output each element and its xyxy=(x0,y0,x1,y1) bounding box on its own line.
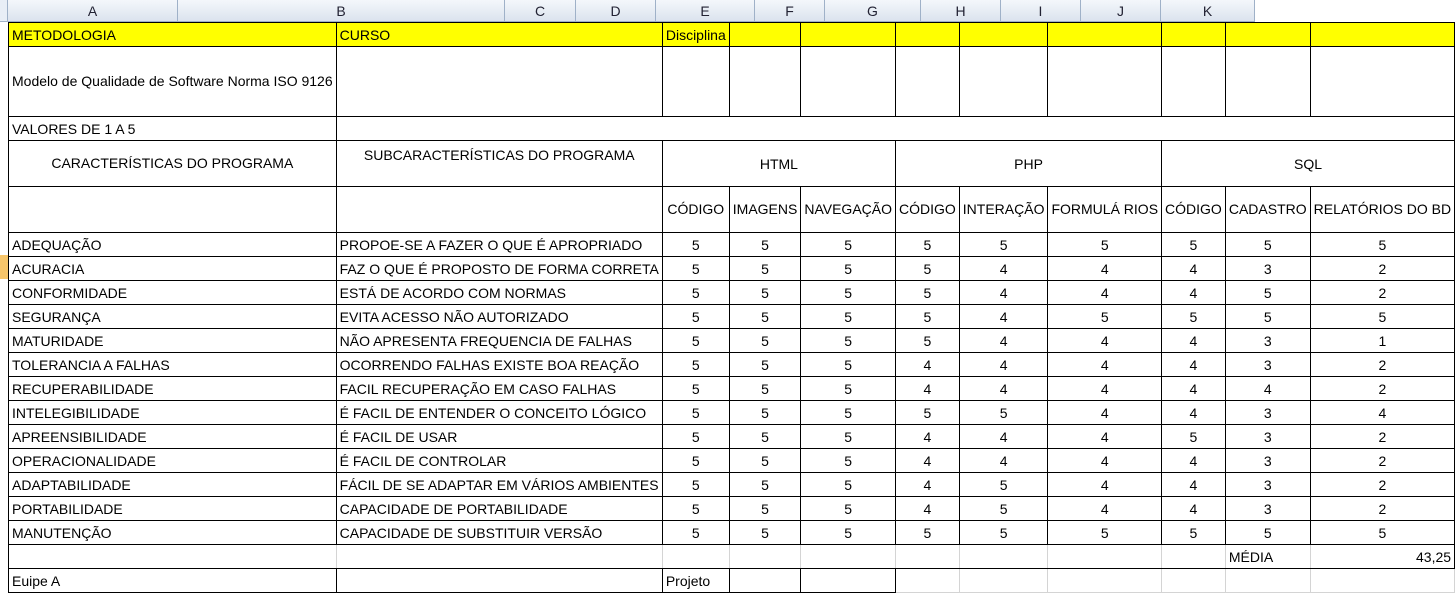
column-header-g[interactable]: G xyxy=(825,0,921,22)
score-cell[interactable]: 4 xyxy=(959,305,1048,329)
score-cell[interactable]: 5 xyxy=(1048,521,1162,545)
cell[interactable] xyxy=(1225,23,1310,47)
score-cell[interactable]: 4 xyxy=(1162,353,1226,377)
score-cell[interactable]: 3 xyxy=(1225,449,1310,473)
score-cell[interactable]: 4 xyxy=(1048,449,1162,473)
cell[interactable] xyxy=(662,47,729,117)
score-cell[interactable]: 5 xyxy=(1048,305,1162,329)
table-row xyxy=(9,473,1455,497)
cell[interactable] xyxy=(662,545,729,569)
score-cell[interactable]: 5 xyxy=(1048,233,1162,257)
score-cell[interactable]: 5 xyxy=(801,281,896,305)
characteristic-cell[interactable]: PORTABILIDADE xyxy=(9,497,337,521)
characteristic-cell[interactable]: INTELEGIBILIDADE xyxy=(9,401,337,425)
table-row xyxy=(9,521,1455,545)
score-cell[interactable]: 3 xyxy=(1225,473,1310,497)
cell[interactable] xyxy=(896,47,960,117)
cell[interactable] xyxy=(896,545,960,569)
score-cell[interactable]: 5 xyxy=(896,329,960,353)
score-cell[interactable]: 5 xyxy=(1225,233,1310,257)
table-row xyxy=(9,305,1455,329)
header-caracteristicas[interactable]: CARACTERÍSTICAS DO PROGRAMA xyxy=(9,141,337,187)
cell[interactable] xyxy=(801,569,896,593)
cell-disciplina[interactable]: Disciplina xyxy=(662,23,729,47)
score-cell[interactable]: 5 xyxy=(662,233,729,257)
cell[interactable] xyxy=(959,569,1048,593)
score-cell[interactable]: 5 xyxy=(662,473,729,497)
subcharacteristic-cell[interactable]: PROPOE-SE A FAZER O QUE É APROPRIADO xyxy=(336,233,662,257)
cell[interactable] xyxy=(1162,545,1226,569)
column-header-a[interactable]: A xyxy=(8,0,178,22)
characteristic-cell[interactable]: RECUPERABILIDADE xyxy=(9,377,337,401)
project-cell[interactable]: Projeto xyxy=(662,569,729,593)
score-cell[interactable]: 5 xyxy=(801,449,896,473)
score-cell[interactable]: 4 xyxy=(896,353,960,377)
cell[interactable] xyxy=(1310,47,1454,117)
score-cell[interactable]: 2 xyxy=(1310,497,1454,521)
score-cell[interactable]: 5 xyxy=(896,233,960,257)
characteristic-cell[interactable]: TOLERANCIA A FALHAS xyxy=(9,353,337,377)
column-header-e[interactable]: E xyxy=(656,0,755,22)
cell[interactable] xyxy=(336,187,662,233)
score-cell[interactable]: 3 xyxy=(1225,425,1310,449)
table-row xyxy=(9,281,1455,305)
score-cell[interactable]: 4 xyxy=(896,449,960,473)
score-cell[interactable]: 5 xyxy=(1162,233,1226,257)
score-cell[interactable]: 2 xyxy=(1310,473,1454,497)
score-cell[interactable]: 4 xyxy=(959,449,1048,473)
table-row xyxy=(9,257,1455,281)
score-cell[interactable]: 5 xyxy=(662,305,729,329)
subcharacteristic-cell[interactable]: FACIL RECUPERAÇÃO EM CASO FALHAS xyxy=(336,377,662,401)
score-cell[interactable]: 5 xyxy=(1162,305,1226,329)
row-selection-marker xyxy=(0,255,8,279)
score-cell[interactable]: 5 xyxy=(662,257,729,281)
score-cell[interactable]: 4 xyxy=(1162,497,1226,521)
score-cell[interactable]: 5 xyxy=(801,305,896,329)
cell[interactable] xyxy=(801,47,896,117)
cell[interactable] xyxy=(336,545,662,569)
table-row xyxy=(9,425,1455,449)
subheader-6[interactable]: CÓDIGO xyxy=(1162,187,1226,233)
score-cell[interactable]: 4 xyxy=(1310,401,1454,425)
score-cell[interactable]: 5 xyxy=(662,377,729,401)
score-cell[interactable]: 5 xyxy=(959,473,1048,497)
cell[interactable] xyxy=(801,545,896,569)
score-cell[interactable]: 4 xyxy=(896,497,960,521)
score-cell[interactable]: 1 xyxy=(1310,329,1454,353)
score-cell[interactable]: 5 xyxy=(801,353,896,377)
score-cell[interactable]: 5 xyxy=(801,401,896,425)
cell[interactable] xyxy=(1162,47,1226,117)
cell[interactable] xyxy=(959,545,1048,569)
score-cell[interactable]: 5 xyxy=(729,257,801,281)
score-cell[interactable]: 3 xyxy=(1225,497,1310,521)
column-header-d[interactable]: D xyxy=(576,0,656,22)
score-cell[interactable]: 5 xyxy=(1310,305,1454,329)
score-cell[interactable]: 5 xyxy=(729,377,801,401)
score-cell[interactable]: 4 xyxy=(1048,473,1162,497)
table-row xyxy=(9,449,1455,473)
cell[interactable] xyxy=(1225,47,1310,117)
table-row xyxy=(9,401,1455,425)
cell[interactable] xyxy=(1310,569,1454,593)
score-cell[interactable]: 4 xyxy=(1048,377,1162,401)
column-header-f[interactable]: F xyxy=(755,0,825,22)
cell[interactable] xyxy=(1048,47,1162,117)
cell[interactable] xyxy=(729,545,801,569)
score-cell[interactable]: 4 xyxy=(959,329,1048,353)
score-cell[interactable]: 5 xyxy=(801,425,896,449)
table-row xyxy=(9,377,1455,401)
subcharacteristic-cell[interactable]: É FACIL DE ENTENDER O CONCEITO LÓGICO xyxy=(336,401,662,425)
score-cell[interactable]: 2 xyxy=(1310,257,1454,281)
score-cell[interactable]: 5 xyxy=(801,473,896,497)
cell-valores[interactable]: VALORES DE 1 A 5 xyxy=(9,117,337,141)
score-cell[interactable]: 4 xyxy=(1048,401,1162,425)
score-cell[interactable]: 5 xyxy=(729,233,801,257)
cell[interactable] xyxy=(1310,23,1454,47)
score-cell[interactable]: 4 xyxy=(1048,257,1162,281)
column-header-i[interactable]: I xyxy=(1001,0,1081,22)
score-cell[interactable]: 4 xyxy=(1162,401,1226,425)
score-cell[interactable]: 4 xyxy=(959,281,1048,305)
score-cell[interactable]: 5 xyxy=(729,305,801,329)
subcharacteristic-cell[interactable]: CAPACIDADE DE SUBSTITUIR VERSÃO xyxy=(336,521,662,545)
score-cell[interactable]: 4 xyxy=(1048,353,1162,377)
cell[interactable] xyxy=(9,187,337,233)
score-cell[interactable]: 2 xyxy=(1310,449,1454,473)
media-value[interactable]: 43,25 xyxy=(1310,545,1454,569)
score-cell[interactable]: 5 xyxy=(729,281,801,305)
score-cell[interactable]: 5 xyxy=(1225,521,1310,545)
characteristic-cell[interactable]: ADAPTABILIDADE xyxy=(9,473,337,497)
characteristic-cell[interactable]: APREENSIBILIDADE xyxy=(9,425,337,449)
score-cell[interactable]: 5 xyxy=(729,449,801,473)
score-cell[interactable]: 5 xyxy=(662,329,729,353)
score-cell[interactable]: 5 xyxy=(1162,521,1226,545)
group-php[interactable]: PHP xyxy=(896,141,1162,187)
characteristic-cell[interactable]: OPERACIONALIDADE xyxy=(9,449,337,473)
table-row xyxy=(9,233,1455,257)
score-cell[interactable]: 5 xyxy=(959,233,1048,257)
score-cell[interactable]: 4 xyxy=(1162,377,1226,401)
subheader-5[interactable]: FORMULÁ RIOS xyxy=(1048,187,1162,233)
score-cell[interactable]: 5 xyxy=(896,305,960,329)
subcharacteristic-cell[interactable]: NÃO APRESENTA FREQUENCIA DE FALHAS xyxy=(336,329,662,353)
score-cell[interactable]: 5 xyxy=(801,521,896,545)
score-cell[interactable]: 5 xyxy=(959,521,1048,545)
cell[interactable] xyxy=(1162,569,1226,593)
table-row xyxy=(9,329,1455,353)
score-cell[interactable]: 4 xyxy=(1048,281,1162,305)
subheader-3[interactable]: CÓDIGO xyxy=(896,187,960,233)
score-cell[interactable]: 5 xyxy=(662,353,729,377)
score-cell[interactable]: 5 xyxy=(662,449,729,473)
subheader-8[interactable]: RELATÓRIOS DO BD xyxy=(1310,187,1454,233)
subcharacteristic-cell[interactable]: FAZ O QUE É PROPOSTO DE FORMA CORRETA xyxy=(336,257,662,281)
characteristic-cell[interactable]: SEGURANÇA xyxy=(9,305,337,329)
group-sql[interactable]: SQL xyxy=(1162,141,1455,187)
subcharacteristic-cell[interactable]: CAPACIDADE DE PORTABILIDADE xyxy=(336,497,662,521)
subheader-2[interactable]: NAVEGAÇÃO xyxy=(801,187,896,233)
cell[interactable] xyxy=(336,47,662,117)
cell[interactable] xyxy=(1048,23,1162,47)
cell[interactable] xyxy=(1162,23,1226,47)
data-grid xyxy=(8,22,1455,593)
cell[interactable] xyxy=(896,569,960,593)
score-cell[interactable]: 4 xyxy=(1225,377,1310,401)
characteristic-cell[interactable]: MATURIDADE xyxy=(9,329,337,353)
score-cell[interactable]: 5 xyxy=(729,473,801,497)
score-cell[interactable]: 4 xyxy=(1162,281,1226,305)
cell[interactable] xyxy=(729,23,801,47)
score-cell[interactable]: 4 xyxy=(959,425,1048,449)
group-html[interactable]: HTML xyxy=(662,141,895,187)
cell-metodologia[interactable]: METODOLOGIA xyxy=(9,23,337,47)
score-cell[interactable]: 4 xyxy=(1162,473,1226,497)
score-cell[interactable]: 4 xyxy=(1048,425,1162,449)
score-cell[interactable]: 4 xyxy=(1048,329,1162,353)
score-cell[interactable]: 2 xyxy=(1310,281,1454,305)
subcharacteristic-cell[interactable]: EVITA ACESSO NÃO AUTORIZADO xyxy=(336,305,662,329)
score-cell[interactable]: 5 xyxy=(896,521,960,545)
score-cell[interactable]: 5 xyxy=(1310,521,1454,545)
characteristic-cell[interactable]: MANUTENÇÃO xyxy=(9,521,337,545)
score-cell[interactable]: 4 xyxy=(959,377,1048,401)
cell[interactable] xyxy=(959,47,1048,117)
subcharacteristic-cell[interactable]: OCORRENDO FALHAS EXISTE BOA REAÇÃO xyxy=(336,353,662,377)
average-row xyxy=(9,545,1455,569)
score-cell[interactable]: 5 xyxy=(801,233,896,257)
header-subcaracteristicas[interactable]: SUBCARACTERÍSTICAS DO PROGRAMA xyxy=(336,141,662,187)
score-cell[interactable]: 4 xyxy=(959,257,1048,281)
score-cell[interactable]: 4 xyxy=(1162,329,1226,353)
score-cell[interactable]: 5 xyxy=(662,497,729,521)
cell[interactable] xyxy=(959,23,1048,47)
score-cell[interactable]: 5 xyxy=(662,281,729,305)
characteristic-cell[interactable]: ADEQUAÇÃO xyxy=(9,233,337,257)
subcharacteristic-cell[interactable]: É FACIL DE CONTROLAR xyxy=(336,449,662,473)
table-row xyxy=(9,569,1455,593)
score-cell[interactable]: 5 xyxy=(801,257,896,281)
cell[interactable] xyxy=(729,569,801,593)
score-cell[interactable]: 3 xyxy=(1225,257,1310,281)
cell[interactable] xyxy=(896,23,960,47)
score-cell[interactable]: 5 xyxy=(801,377,896,401)
score-cell[interactable]: 4 xyxy=(896,473,960,497)
subheader-1[interactable]: IMAGENS xyxy=(729,187,801,233)
column-header-c[interactable]: C xyxy=(505,0,576,22)
score-cell[interactable]: 4 xyxy=(1162,257,1226,281)
cell[interactable] xyxy=(801,23,896,47)
score-cell[interactable]: 5 xyxy=(1310,233,1454,257)
score-cell[interactable]: 5 xyxy=(801,329,896,353)
score-cell[interactable]: 5 xyxy=(1225,305,1310,329)
score-cell[interactable]: 5 xyxy=(729,497,801,521)
score-cell[interactable]: 5 xyxy=(1162,425,1226,449)
table-row xyxy=(9,497,1455,521)
characteristic-cell[interactable]: CONFORMIDADE xyxy=(9,281,337,305)
score-cell[interactable]: 5 xyxy=(896,257,960,281)
team-cell[interactable]: Euipe A xyxy=(9,569,337,593)
cell[interactable] xyxy=(1048,545,1162,569)
cell[interactable] xyxy=(729,47,801,117)
score-cell[interactable]: 2 xyxy=(1310,353,1454,377)
cell[interactable] xyxy=(9,545,337,569)
score-cell[interactable]: 5 xyxy=(662,401,729,425)
subheader-7[interactable]: CADASTRO xyxy=(1225,187,1310,233)
subheader-4[interactable]: INTERAÇÃO xyxy=(959,187,1048,233)
column-header-k[interactable]: K xyxy=(1161,0,1255,22)
score-cell[interactable]: 5 xyxy=(729,425,801,449)
cell-model-title[interactable]: Modelo de Qualidade de Software Norma ISO 9126 xyxy=(9,47,337,117)
score-cell[interactable]: 5 xyxy=(729,353,801,377)
column-header-j[interactable]: J xyxy=(1081,0,1161,22)
cell[interactable] xyxy=(1225,569,1310,593)
score-cell[interactable]: 3 xyxy=(1225,329,1310,353)
column-header-h[interactable]: H xyxy=(921,0,1001,22)
score-cell[interactable]: 4 xyxy=(896,377,960,401)
column-header-b[interactable]: B xyxy=(178,0,505,22)
score-cell[interactable]: 4 xyxy=(1162,449,1226,473)
cell[interactable] xyxy=(336,569,662,593)
score-cell[interactable]: 2 xyxy=(1310,377,1454,401)
score-cell[interactable]: 5 xyxy=(801,497,896,521)
characteristic-cell[interactable]: ACURACIA xyxy=(9,257,337,281)
score-cell[interactable]: 5 xyxy=(729,329,801,353)
score-cell[interactable]: 5 xyxy=(662,521,729,545)
score-cell[interactable]: 3 xyxy=(1225,401,1310,425)
score-cell[interactable]: 5 xyxy=(959,497,1048,521)
subcharacteristic-cell[interactable]: É FACIL DE USAR xyxy=(336,425,662,449)
cell[interactable] xyxy=(1048,569,1162,593)
subheader-0[interactable]: CÓDIGO xyxy=(662,187,729,233)
score-cell[interactable]: 5 xyxy=(729,521,801,545)
score-cell[interactable]: 4 xyxy=(1048,497,1162,521)
score-cell[interactable]: 3 xyxy=(1225,353,1310,377)
score-cell[interactable]: 2 xyxy=(1310,425,1454,449)
score-cell[interactable]: 4 xyxy=(896,425,960,449)
score-cell[interactable]: 5 xyxy=(729,401,801,425)
cell-curso[interactable]: CURSO xyxy=(336,23,662,47)
score-cell[interactable]: 4 xyxy=(959,353,1048,377)
subcharacteristic-cell[interactable]: ESTÁ DE ACORDO COM NORMAS xyxy=(336,281,662,305)
table-row xyxy=(9,353,1455,377)
score-cell[interactable]: 5 xyxy=(959,401,1048,425)
score-cell[interactable]: 5 xyxy=(896,281,960,305)
score-cell[interactable]: 5 xyxy=(662,425,729,449)
media-label[interactable]: MÉDIA xyxy=(1225,545,1310,569)
select-all-corner[interactable] xyxy=(0,0,8,22)
score-cell[interactable]: 5 xyxy=(896,401,960,425)
cell[interactable] xyxy=(336,117,1454,141)
subcharacteristic-cell[interactable]: FÁCIL DE SE ADAPTAR EM VÁRIOS AMBIENTES xyxy=(336,473,662,497)
score-cell[interactable]: 5 xyxy=(1225,281,1310,305)
